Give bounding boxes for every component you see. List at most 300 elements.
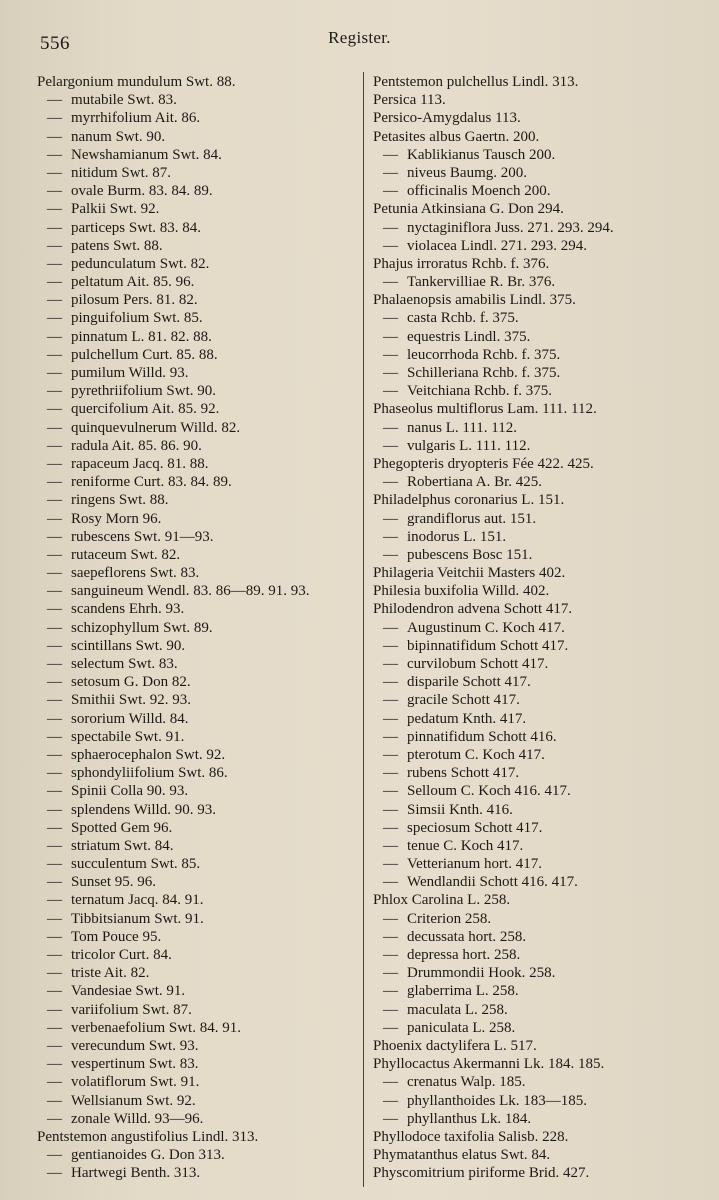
index-subentry: [373, 655, 713, 673]
index-subentry: [373, 782, 713, 800]
index-subentry: [37, 273, 359, 291]
entry-text: Phaseolus multiflorus Lam. 111. 112.: [373, 401, 597, 418]
index-entry: [373, 891, 713, 909]
index-subentry: [373, 710, 713, 728]
entry-text: mutabile Swt. 83.: [71, 92, 177, 109]
index-subentry: [37, 582, 359, 600]
entry-text: Palkii Swt. 92.: [71, 201, 160, 218]
subentry-dash: —: [383, 674, 398, 691]
entry-text: Petunia Atkinsiana G. Don 294.: [373, 201, 564, 218]
subentry-dash: —: [47, 164, 62, 181]
index-entry: [373, 73, 713, 91]
index-subentry: [373, 673, 713, 691]
index-subentry: [37, 964, 359, 982]
index-subentry: [373, 964, 713, 982]
entry-text: Sunset 95. 96.: [71, 874, 157, 891]
entry-text: bipinnatifidum Schott 417.: [407, 637, 569, 654]
subentry-dash: —: [47, 874, 62, 891]
entry-text: triste Ait. 82.: [71, 965, 150, 982]
subentry-dash: —: [383, 619, 398, 636]
index-subentry: [37, 982, 359, 1000]
subentry-dash: —: [47, 365, 62, 381]
entry-text: glaberrima L. 258.: [407, 983, 519, 1000]
entry-text: verecundum Swt. 93.: [71, 1037, 199, 1054]
index-subentry: [373, 382, 713, 400]
subentry-dash: —: [47, 510, 62, 527]
subentry-dash: —: [383, 237, 398, 254]
subentry-dash: —: [47, 856, 62, 873]
index-entry: [373, 564, 713, 582]
index-subentry: [373, 364, 713, 382]
entry-text: scandens Ehrh. 93.: [71, 601, 185, 618]
subentry-dash: —: [383, 910, 398, 927]
subentry-dash: —: [47, 401, 62, 418]
entry-text: inodorus L. 151.: [407, 528, 507, 545]
entry-text: Selloum C. Koch 416. 417.: [407, 783, 571, 800]
entry-text: sanguineum Wendl. 83. 86—89. 91. 93.: [71, 583, 310, 600]
index-subentry: [373, 1073, 713, 1091]
subentry-dash: —: [383, 365, 398, 381]
index-subentry: [37, 655, 359, 673]
subentry-dash: —: [47, 219, 62, 236]
subentry-dash: —: [47, 274, 62, 291]
index-subentry: [37, 237, 359, 255]
subentry-dash: —: [383, 728, 398, 745]
index-entry: [373, 128, 713, 146]
entry-text: pinguifolium Swt. 85.: [71, 310, 203, 327]
entry-text: Petasites albus Gaertn. 200.: [373, 128, 540, 145]
index-entry: [373, 200, 713, 218]
subentry-dash: —: [383, 692, 398, 709]
entry-text: maculata L. 258.: [407, 1001, 508, 1018]
index-subentry: [37, 182, 359, 200]
subentry-dash: —: [47, 947, 62, 963]
entry-text: pumilum Willd. 93.: [71, 365, 189, 381]
entry-text: Phlox Carolina L. 258.: [373, 892, 511, 909]
index-subentry: [373, 637, 713, 655]
entry-text: equestris Lindl. 375.: [407, 328, 531, 345]
entry-text: officinalis Moench 200.: [407, 183, 551, 200]
entry-text: Pelargonium mundulum Swt. 88.: [37, 74, 236, 90]
entry-text: rutaceum Swt. 82.: [71, 546, 181, 563]
index-subentry: [37, 710, 359, 728]
entry-text: gentianoides G. Don 313.: [71, 1147, 225, 1164]
index-subentry: [373, 873, 713, 891]
subentry-dash: —: [47, 1165, 62, 1182]
index-subentry: [37, 782, 359, 800]
index-subentry: [37, 1073, 359, 1091]
subentry-dash: —: [47, 146, 62, 163]
index-subentry: [373, 219, 713, 237]
entry-text: volatiflorum Swt. 91.: [71, 1074, 200, 1091]
index-subentry: [373, 528, 713, 546]
index-subentry: [37, 146, 359, 164]
index-subentry: [373, 1001, 713, 1019]
subentry-dash: —: [47, 983, 62, 1000]
subentry-dash: —: [47, 765, 62, 782]
entry-text: Philesia buxifolia Willd. 402.: [373, 583, 550, 600]
index-subentry: [37, 346, 359, 364]
subentry-dash: —: [47, 819, 62, 836]
subentry-dash: —: [47, 656, 62, 672]
subentry-dash: —: [47, 546, 62, 563]
index-subentry: [37, 873, 359, 891]
entry-text: setosum G. Don 82.: [71, 674, 191, 691]
entry-text: Augustinum C. Koch 417.: [407, 619, 565, 636]
index-entry: [373, 1128, 713, 1146]
entry-text: depressa hort. 258.: [407, 947, 521, 963]
index-subentry: [373, 437, 713, 455]
subentry-dash: —: [47, 565, 62, 582]
entry-text: Vetterianum hort. 417.: [407, 856, 542, 873]
index-subentry: [37, 455, 359, 473]
index-subentry: [373, 309, 713, 327]
entry-text: rubens Schott 417.: [407, 765, 520, 782]
subentry-dash: —: [383, 837, 398, 854]
entry-text: Pentstemon angustifolius Lindl. 313.: [37, 1128, 259, 1145]
entry-text: decussata hort. 258.: [407, 928, 527, 945]
index-entry: [373, 1037, 713, 1055]
entry-text: speciosum Schott 417.: [407, 819, 543, 836]
entry-text: sphondyliifolium Swt. 86.: [71, 765, 228, 782]
index-entry: [373, 109, 713, 127]
index-subentry: [373, 1019, 713, 1037]
index-entry: [373, 491, 713, 509]
subentry-dash: —: [383, 383, 398, 400]
subentry-dash: —: [383, 1019, 398, 1036]
index-entry: [37, 1128, 359, 1146]
index-subentry: [37, 328, 359, 346]
index-subentry: [37, 419, 359, 437]
subentry-dash: —: [383, 164, 398, 181]
index-subentry: [37, 109, 359, 127]
index-subentry: [37, 746, 359, 764]
index-subentry: [373, 910, 713, 928]
entry-text: nanum Swt. 90.: [71, 128, 166, 145]
index-subentry: [373, 801, 713, 819]
entry-text: Hartwegi Benth. 313.: [71, 1165, 201, 1182]
subentry-dash: —: [47, 292, 62, 309]
index-subentry: [37, 255, 359, 273]
entry-text: Rosy Morn 96.: [71, 510, 162, 527]
subentry-dash: —: [47, 328, 62, 345]
subentry-dash: —: [47, 237, 62, 254]
index-subentry: [37, 473, 359, 491]
entry-text: sphaerocephalon Swt. 92.: [71, 746, 226, 763]
entry-text: pterotum C. Koch 417.: [407, 746, 545, 763]
index-entry: [373, 582, 713, 600]
index-subentry: [373, 746, 713, 764]
subentry-dash: —: [383, 546, 398, 563]
index-subentry: [37, 1092, 359, 1110]
index-subentry: [37, 1037, 359, 1055]
index-subentry: [373, 691, 713, 709]
entry-text: Philodendron advena Schott 417.: [373, 601, 573, 618]
subentry-dash: —: [47, 801, 62, 818]
index-entry: [373, 1055, 713, 1073]
subentry-dash: —: [47, 419, 62, 436]
index-subentry: [37, 728, 359, 746]
subentry-dash: —: [47, 1074, 62, 1091]
index-entry: [373, 1146, 713, 1164]
entry-text: tricolor Curt. 84.: [71, 947, 172, 963]
entry-text: saepeflorens Swt. 83.: [71, 565, 200, 582]
index-subentry: [37, 619, 359, 637]
subentry-dash: —: [47, 728, 62, 745]
index-entry: [373, 600, 713, 618]
subentry-dash: —: [47, 201, 62, 218]
index-subentry: [373, 837, 713, 855]
index-subentry: [37, 200, 359, 218]
index-subentry: [37, 128, 359, 146]
subentry-dash: —: [383, 947, 398, 963]
entry-text: ternatum Jacq. 84. 91.: [71, 892, 204, 909]
subentry-dash: —: [47, 1037, 62, 1054]
entry-text: scintillans Swt. 90.: [71, 637, 186, 654]
entry-text: zonale Willd. 93—96.: [71, 1110, 204, 1127]
entry-text: pinnatifidum Schott 416.: [407, 728, 557, 745]
entry-text: Philageria Veitchii Masters 402.: [373, 565, 566, 582]
entry-text: nanus L. 111. 112.: [407, 419, 517, 436]
subentry-dash: —: [47, 383, 62, 400]
index-subentry: [37, 437, 359, 455]
index-entry: [373, 291, 713, 309]
subentry-dash: —: [47, 437, 62, 454]
subentry-dash: —: [47, 1019, 62, 1036]
subentry-dash: —: [47, 692, 62, 709]
index-subentry: [37, 910, 359, 928]
subentry-dash: —: [383, 637, 398, 654]
entry-text: Smithii Swt. 92. 93.: [71, 692, 192, 709]
subentry-dash: —: [383, 856, 398, 873]
index-subentry: [37, 546, 359, 564]
index-subentry: [37, 291, 359, 309]
entry-text: niveus Baumg. 200.: [407, 164, 527, 181]
index-subentry: [373, 764, 713, 782]
entry-text: Phoenix dactylifera L. 517.: [373, 1037, 537, 1054]
subentry-dash: —: [47, 583, 62, 600]
subentry-dash: —: [383, 983, 398, 1000]
subentry-dash: —: [47, 746, 62, 763]
subentry-dash: —: [47, 965, 62, 982]
subentry-dash: —: [383, 1074, 398, 1091]
index-subentry: [37, 1146, 359, 1164]
subentry-dash: —: [47, 128, 62, 145]
entry-text: splendens Willd. 90. 93.: [71, 801, 216, 818]
entry-text: Spotted Gem 96.: [71, 819, 173, 836]
entry-text: vulgaris L. 111. 112.: [407, 437, 531, 454]
entry-text: pubescens Bosc 151.: [407, 546, 533, 563]
index-subentry: [37, 164, 359, 182]
entry-text: spectabile Swt. 91.: [71, 728, 185, 745]
subentry-dash: —: [383, 310, 398, 327]
index-subentry: [373, 182, 713, 200]
entry-text: Robertiana A. Br. 425.: [407, 474, 542, 491]
index-subentry: [373, 819, 713, 837]
entry-text: crenatus Walp. 185.: [407, 1074, 526, 1091]
subentry-dash: —: [383, 346, 398, 363]
index-subentry: [37, 491, 359, 509]
index-subentry: [37, 764, 359, 782]
index-column-right: [373, 73, 713, 1182]
subentry-dash: —: [47, 892, 62, 909]
entry-text: tenue C. Koch 417.: [407, 837, 524, 854]
index-subentry: [37, 364, 359, 382]
entry-text: disparile Schott 417.: [407, 674, 531, 691]
subentry-dash: —: [47, 1110, 62, 1127]
entry-text: Vandesiae Swt. 91.: [71, 983, 186, 1000]
subentry-dash: —: [383, 710, 398, 727]
subentry-dash: —: [383, 783, 398, 800]
entry-text: Veitchiana Rchb. f. 375.: [407, 383, 552, 400]
entry-text: violacea Lindl. 271. 293. 294.: [407, 237, 587, 254]
subentry-dash: —: [383, 437, 398, 454]
index-subentry: [373, 146, 713, 164]
index-subentry: [37, 673, 359, 691]
entry-text: Kablikianus Tausch 200.: [407, 146, 556, 163]
column-divider: [363, 72, 364, 1187]
entry-text: Tibbitsianum Swt. 91.: [71, 910, 204, 927]
entry-text: Newshamianum Swt. 84.: [71, 146, 222, 163]
entry-text: Phajus irroratus Rchb. f. 376.: [373, 255, 550, 272]
index-subentry: [373, 946, 713, 964]
entry-text: quercifolium Ait. 85. 92.: [71, 401, 220, 418]
subentry-dash: —: [47, 474, 62, 491]
index-subentry: [373, 928, 713, 946]
subentry-dash: —: [47, 783, 62, 800]
subentry-dash: —: [47, 619, 62, 636]
entry-text: Phegopteris dryopteris Fée 422. 425.: [373, 455, 594, 472]
entry-text: verbenaefolium Swt. 84. 91.: [71, 1019, 241, 1036]
index-entry: [373, 455, 713, 473]
index-subentry: [37, 400, 359, 418]
entry-text: Simsii Knth. 416.: [407, 801, 513, 818]
entry-text: vespertinum Swt. 83.: [71, 1056, 199, 1073]
entry-text: patens Swt. 88.: [71, 237, 163, 254]
index-subentry: [373, 346, 713, 364]
entry-text: phyllanthoides Lk. 183—185.: [407, 1092, 587, 1109]
entry-text: Philadelphus coronarius L. 151.: [373, 492, 565, 509]
entry-text: Persico-Amygdalus 113.: [373, 110, 521, 127]
subentry-dash: —: [47, 110, 62, 127]
entry-text: ringens Swt. 88.: [71, 492, 169, 509]
subentry-dash: —: [47, 710, 62, 727]
entry-text: Schilleriana Rchb. f. 375.: [407, 365, 561, 381]
entry-text: Wendlandii Schott 416. 417.: [407, 874, 578, 891]
entry-text: Phalaenopsis amabilis Lindl. 375.: [373, 292, 576, 309]
entry-text: sororium Willd. 84.: [71, 710, 189, 727]
entry-text: succulentum Swt. 85.: [71, 856, 201, 873]
entry-text: rapaceum Jacq. 81. 88.: [71, 455, 209, 472]
subentry-dash: —: [47, 92, 62, 109]
entry-text: pilosum Pers. 81. 82.: [71, 292, 198, 309]
index-subentry: [37, 946, 359, 964]
subentry-dash: —: [383, 528, 398, 545]
entry-text: ovale Burm. 83. 84. 89.: [71, 183, 213, 200]
subentry-dash: —: [383, 328, 398, 345]
subentry-dash: —: [383, 219, 398, 236]
index-subentry: [37, 1164, 359, 1182]
entry-text: casta Rchb. f. 375.: [407, 310, 519, 327]
entry-text: pinnatum L. 81. 82. 88.: [71, 328, 212, 345]
entry-text: reniforme Curt. 83. 84. 89.: [71, 474, 232, 491]
subentry-dash: —: [47, 1056, 62, 1073]
entry-text: paniculata L. 258.: [407, 1019, 516, 1036]
subentry-dash: —: [383, 1001, 398, 1018]
subentry-dash: —: [47, 528, 62, 545]
entry-text: nyctaginiflora Juss. 271. 293. 294.: [407, 219, 614, 236]
entry-text: particeps Swt. 83. 84.: [71, 219, 201, 236]
entry-text: leucorrhoda Rchb. f. 375.: [407, 346, 561, 363]
index-subentry: [37, 382, 359, 400]
subentry-dash: —: [47, 601, 62, 618]
index-subentry: [373, 510, 713, 528]
index-subentry: [373, 419, 713, 437]
entry-text: selectum Swt. 83.: [71, 656, 178, 672]
entry-text: Phyllodoce taxifolia Salisb. 228.: [373, 1128, 569, 1145]
entry-text: Tankervilliae R. Br. 376.: [407, 274, 556, 291]
entry-text: grandiflorus aut. 151.: [407, 510, 537, 527]
entry-text: nitidum Swt. 87.: [71, 164, 172, 181]
index-subentry: [37, 1001, 359, 1019]
subentry-dash: —: [47, 310, 62, 327]
entry-text: Tom Pouce 95.: [71, 928, 162, 945]
index-subentry: [37, 91, 359, 109]
subentry-dash: —: [47, 910, 62, 927]
entry-text: curvilobum Schott 417.: [407, 656, 549, 672]
entry-text: rubescens Swt. 91—93.: [71, 528, 214, 545]
index-subentry: [37, 837, 359, 855]
entry-text: Phymatanthus elatus Swt. 84.: [373, 1147, 551, 1164]
entry-text: Physcomitrium piriforme Brid. 427.: [373, 1165, 590, 1182]
subentry-dash: —: [47, 1092, 62, 1109]
index-subentry: [37, 309, 359, 327]
entry-text: Phyllocactus Akermanni Lk. 184. 185.: [373, 1056, 605, 1073]
entry-text: Spinii Colla 90. 93.: [71, 783, 189, 800]
entry-text: Drummondii Hook. 258.: [407, 965, 556, 982]
index-subentry: [37, 855, 359, 873]
entry-text: radula Ait. 85. 86. 90.: [71, 437, 202, 454]
subentry-dash: —: [383, 1092, 398, 1109]
subentry-dash: —: [47, 1147, 62, 1164]
running-head: Register.: [328, 28, 391, 47]
index-subentry: [37, 691, 359, 709]
entry-text: Pentstemon pulchellus Lindl. 313.: [373, 74, 579, 90]
index-subentry: [37, 1110, 359, 1128]
index-subentry: [37, 600, 359, 618]
index-subentry: [37, 1055, 359, 1073]
subentry-dash: —: [383, 874, 398, 891]
index-subentry: [37, 219, 359, 237]
subentry-dash: —: [383, 819, 398, 836]
entry-text: pyrethriifolium Swt. 90.: [71, 383, 216, 400]
subentry-dash: —: [47, 455, 62, 472]
entry-text: Criterion 258.: [407, 910, 492, 927]
index-subentry: [373, 273, 713, 291]
index-subentry: [373, 164, 713, 182]
subentry-dash: —: [383, 183, 398, 200]
index-subentry: [37, 928, 359, 946]
subentry-dash: —: [47, 183, 62, 200]
index-subentry: [373, 1092, 713, 1110]
index-subentry: [373, 237, 713, 255]
subentry-dash: —: [383, 474, 398, 491]
page-number: 556: [40, 33, 70, 54]
entry-text: Persica 113.: [373, 92, 446, 109]
index-subentry: [37, 637, 359, 655]
subentry-dash: —: [383, 656, 398, 672]
index-subentry: [37, 819, 359, 837]
